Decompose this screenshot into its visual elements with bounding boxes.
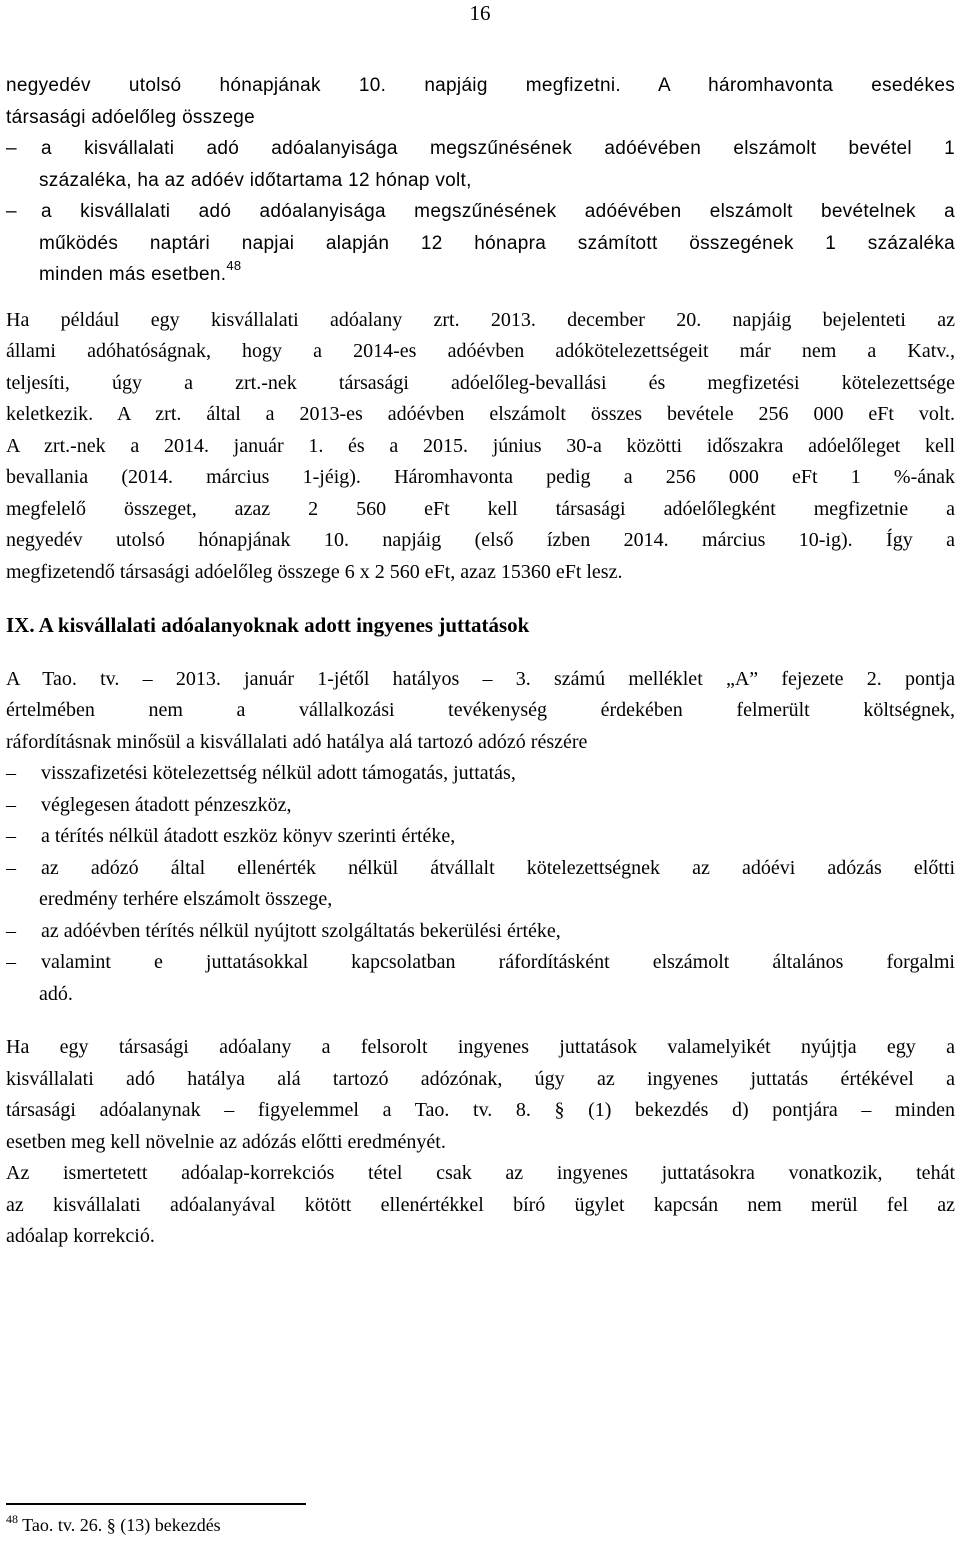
example-line: Ha például egy kisvállalati adóalany zrt. 2013. december 20. napjáig bejelenteti az: [6, 308, 955, 331]
closing-line: Ha egy társasági adóalany a felsorolt ingyenes juttatások valamelyikét nyújtja egy a: [6, 1036, 955, 1058]
list-item-text: az adózó által ellenérték nélkül átvállalt kötelezettségnek az adóévi adózás előtti: [41, 856, 955, 879]
closing-line: kisvállalati adó hatálya alá tartozó adózónak, úgy az ingyenes juttatás értékével a: [6, 1067, 955, 1090]
closing-line: Az ismertetett adóalap-korrekciós tétel csak az ingyenes juttatásokra vonatkozik, tehát: [6, 1162, 955, 1184]
example-line: állami adóhatóságnak, hogy a 2014-es adóévben adókötelezettségeit már nem a Katv.,: [6, 340, 955, 362]
example-line: megfizetendő társasági adóelőleg összege 6 x 2 560 eFt, azaz 15360 eFt lesz.: [6, 560, 623, 583]
list-item: [6, 821, 955, 853]
list-item-text: valamint e juttatásokkal kapcsolatban ráfordításként elszámolt általános forgalmi: [41, 951, 955, 973]
list-item-text: visszafizetési kötelezettség nélkül adott támogatás, juttatás,: [41, 762, 516, 784]
page-body: [6, 70, 955, 1253]
closing-line: társasági adóalanynak – figyelemmel a Tao. tv. 8. § (1) bekezdés d) pontjára – minden: [6, 1099, 955, 1121]
closing-line: az kisvállalati adóalanyával kötött ellenértékkel bíró ügylet kapcsán nem merül fel az: [6, 1193, 955, 1216]
page-number: 16: [469, 1, 491, 25]
list-item: [6, 853, 955, 885]
list-item-text: a kisvállalati adó adóalanyisága megszűnésének adóévében elszámolt bevételnek a: [41, 201, 955, 222]
list-item: [6, 790, 955, 822]
example-line: negyedév utolsó hónapjának 10. napjáig (első ízben 2014. március 10-ig). Így a: [6, 529, 955, 551]
footnote-separator: [6, 1503, 306, 1505]
example-line: megfelelő összeget, azaz 2 560 eFt kell társasági adóelőlegként megfizetnie a: [6, 497, 955, 520]
tao-line: ráfordításnak minősül a kisvállalati adó hatálya alá tartozó adózó részére: [6, 730, 588, 753]
dash-bullet: –: [6, 793, 16, 816]
closing-line: esetben meg kell növelnie az adózás előtti eredményét.: [6, 1130, 446, 1153]
dash-bullet: –: [6, 138, 17, 159]
list-item: [6, 133, 955, 165]
footnote: [6, 1513, 221, 1537]
list-item-continuation: eredmény terhére elszámolt összege,: [39, 888, 333, 910]
list-item-text: a kisvállalati adó adóalanyisága megszűnésének adóévében elszámolt bevétel 1: [41, 138, 955, 159]
example-line: teljesíti, úgy a zrt.-nek társasági adóelőleg-bevallási és megfizetési kötelezettsége: [6, 371, 955, 394]
dash-bullet: –: [6, 951, 16, 973]
example-text: bevallania (2014. március 1-jéig).: [6, 466, 361, 488]
closing-line: adóalap korrekció.: [6, 1225, 155, 1247]
dash-bullet: –: [6, 919, 16, 942]
dash-bullet: –: [6, 201, 17, 222]
list-item: [6, 916, 955, 948]
list-item-continuation: adó.: [39, 982, 73, 1005]
footnote-text: Tao. tv. 26. § (13) bekezdés: [18, 1515, 221, 1535]
example-line: keletkezik. A zrt. által a 2013-es adóévben elszámolt összes bevétele 256 000 eFt volt.: [6, 403, 955, 425]
list-item-text: minden más esetben.: [39, 264, 227, 285]
example-line: A zrt.-nek a 2014. január 1. és a 2015. június 30-a közötti időszakra adóelőleget kell: [6, 434, 955, 457]
list-item-continuation: százaléka, ha az adóév időtartama 12 hónap volt,: [39, 169, 472, 191]
intro-line: negyedév utolsó hónapjának 10. napjáig megfizetni. A háromhavonta esedékes: [6, 75, 955, 96]
list-item: [6, 196, 955, 228]
tao-paragraph: [6, 664, 955, 1011]
tao-line: értelmében nem a vállalkozási tevékenység érdekében felmerült költségnek,: [6, 699, 955, 721]
example-text: Háromhavonta pedig a 256 000 eFt 1 %-ának: [360, 466, 955, 488]
footnote-reference: 48: [226, 258, 242, 273]
dash-bullet: –: [6, 825, 16, 847]
tao-line: A Tao. tv. – 2013. január 1-jétől hatályos – 3. számú melléklet „A” fejezete 2. pontja: [6, 667, 955, 690]
dash-bullet: –: [6, 856, 16, 879]
list-item: [6, 758, 955, 790]
list-item-text: a térítés nélkül átadott eszköz könyv szerinti értéke,: [41, 825, 456, 847]
example-paragraph: [6, 305, 955, 589]
section-heading: IX. A kisvállalati adóalanyoknak adott ingyenes juttatások: [6, 613, 530, 637]
list-item: [6, 947, 955, 979]
list-item-continuation: [6, 259, 955, 291]
footnote-number: 48: [6, 1512, 18, 1526]
list-item-text: az adóévben térítés nélkül nyújtott szolgáltatás bekerülési értéke,: [41, 919, 561, 942]
closing-paragraph: [6, 1032, 955, 1253]
intro-line: társasági adóelőleg összege: [6, 106, 255, 128]
example-line: [6, 462, 955, 494]
dash-bullet: –: [6, 762, 16, 784]
intro-paragraph: [6, 70, 955, 291]
list-item-text: véglegesen átadott pénzeszköz,: [41, 793, 292, 816]
list-item-continuation: működés naptári napjai alapján 12 hónapra számított összegének 1 százaléka: [39, 232, 955, 254]
